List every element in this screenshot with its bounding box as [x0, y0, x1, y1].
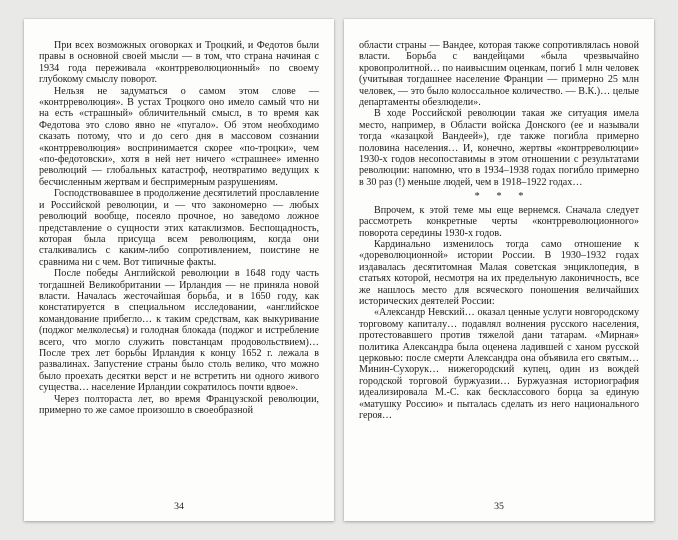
paragraph: Нельзя не задуматься о самом этом слове — «контрреволюция». В устах Троцкого оно имело самый что ни на есть «страшный» обличительный смысл, в то время как Федотова это слово явно не «пугало». Об этом необходимо сказать потому, что и до сего дня в массовом сознании «контрреволюция» воспринимается скорее «по-троцки», чем «по-федотовски», хотя в ней нет ничего «страшнее» именно революций — глобальных катастроф, неотвратимо ведущих к бесчисленным жертвам и беспримерным разрушениям.	[39, 85, 319, 188]
page-number-right: 35	[494, 501, 504, 512]
page-left-text	[39, 40, 319, 416]
page-right	[344, 19, 654, 521]
paragraph: области страны — Вандее, которая также сопротивлялась новой власти. Борьба с вандейцами «была чрезвычайно кровопролитной… по наивысшим оценкам, погиб 1 млн человек (учитывая тогдашнее население Франции — примерно 25 млн человек, — это было колоссальное количество. — В.К.)… целые департаменты обезлюдели».	[359, 40, 639, 109]
page-number-left: 34	[174, 501, 184, 512]
paragraph: Кардинально изменилось тогда само отношение к «дореволюционной» истории России. В 1930–1932 годах издавалась десятитомная Малая советская энциклопедия, в статьях которой, несмотря на их предельную лаконичность, все же нашлось место для всяческого поношения величайших исторических деятелей России:	[359, 238, 639, 307]
paragraph: «Александр Невский… оказал ценные услуги новгородскому торговому капиталу… подавлял волнения русского населения, протестовавшего против тяжелой дани татарам. «Мирная» политика Александра была оценена ладившей с ханом русской церковью: после смерти Александра она объявила его святым… Минин-Сухорук… нижегородский купец, один из вождей городской торговой буржуазии… Буржуазная историография идеализировала М.-С. как бесклассового борца за единую «матушку Россию» и пыталась сделать из него национального героя…	[359, 307, 639, 421]
paragraph: Через полтораста лет, во время Французской революции, примерно то же самое произошло в своеобразной	[39, 393, 319, 416]
paragraph: После победы Английской революции в 1648 году часть тогдашней Великобритании — Ирландия — не приняла новой власти. Началась жесточайшая борьба, и в 1650 году, как констатируется в специальном исследовании, «английское командование прибегло… к таким средствам, как выкуривание (поджог мелколесья) и голодная блокада (поджог и истребление всего, что могло служить повстанцам продовольствием)… После трех лет борьбы Ирландия к концу 1652 г. лежала в развалинах. Запустение страны было столь велико, что можно было проехать десятки верст и не встретить ни одного живого существа… население Ирландии сократилось почти вдвое».	[39, 268, 319, 394]
section-separator: * * *	[474, 191, 531, 203]
page-right-text	[359, 40, 639, 421]
paragraph: При всех возможных оговорках и Троцкий, и Федотов были правы в основной своей мысли — в том, что страна начиная с 1934 года переживала «контрреволюционный» по своему глубокому смыслу поворот.	[39, 40, 319, 86]
paragraph: Впрочем, к этой теме мы еще вернемся. Сначала следует рассмотреть конкретные черты «контрреволюционного» поворота середины 1930-х годов.	[359, 204, 639, 239]
paragraph: В ходе Российской революции такая же ситуация имела место, например, в Области войска Донского (ее и называли тогда «казацкой Вандеей»), где также погибла примерно половина населения… И, конечно, жертвы «контрреволюции» 1930-х годов несопоставимы в этом отношении с результатами революции: напомню, что в 1934–1938 годах погибло примерно в 30 раз (!) меньше людей, чем в 1918–1922 годах…	[359, 108, 639, 188]
paragraph: Господствовавшее в продолжение десятилетий прославление и Российской революции, и — что закономерно — любых революций вообще, посеяло прочное, но заведомо ложное представление о сущности этих катаклизмов. Беспощадность, которая была присуща всем революциям, когда они сталкивались с каким-либо сопротивлением, поистине не сравнима ни с чем. Вот типичные факты.	[39, 188, 319, 268]
page-left	[24, 19, 334, 521]
